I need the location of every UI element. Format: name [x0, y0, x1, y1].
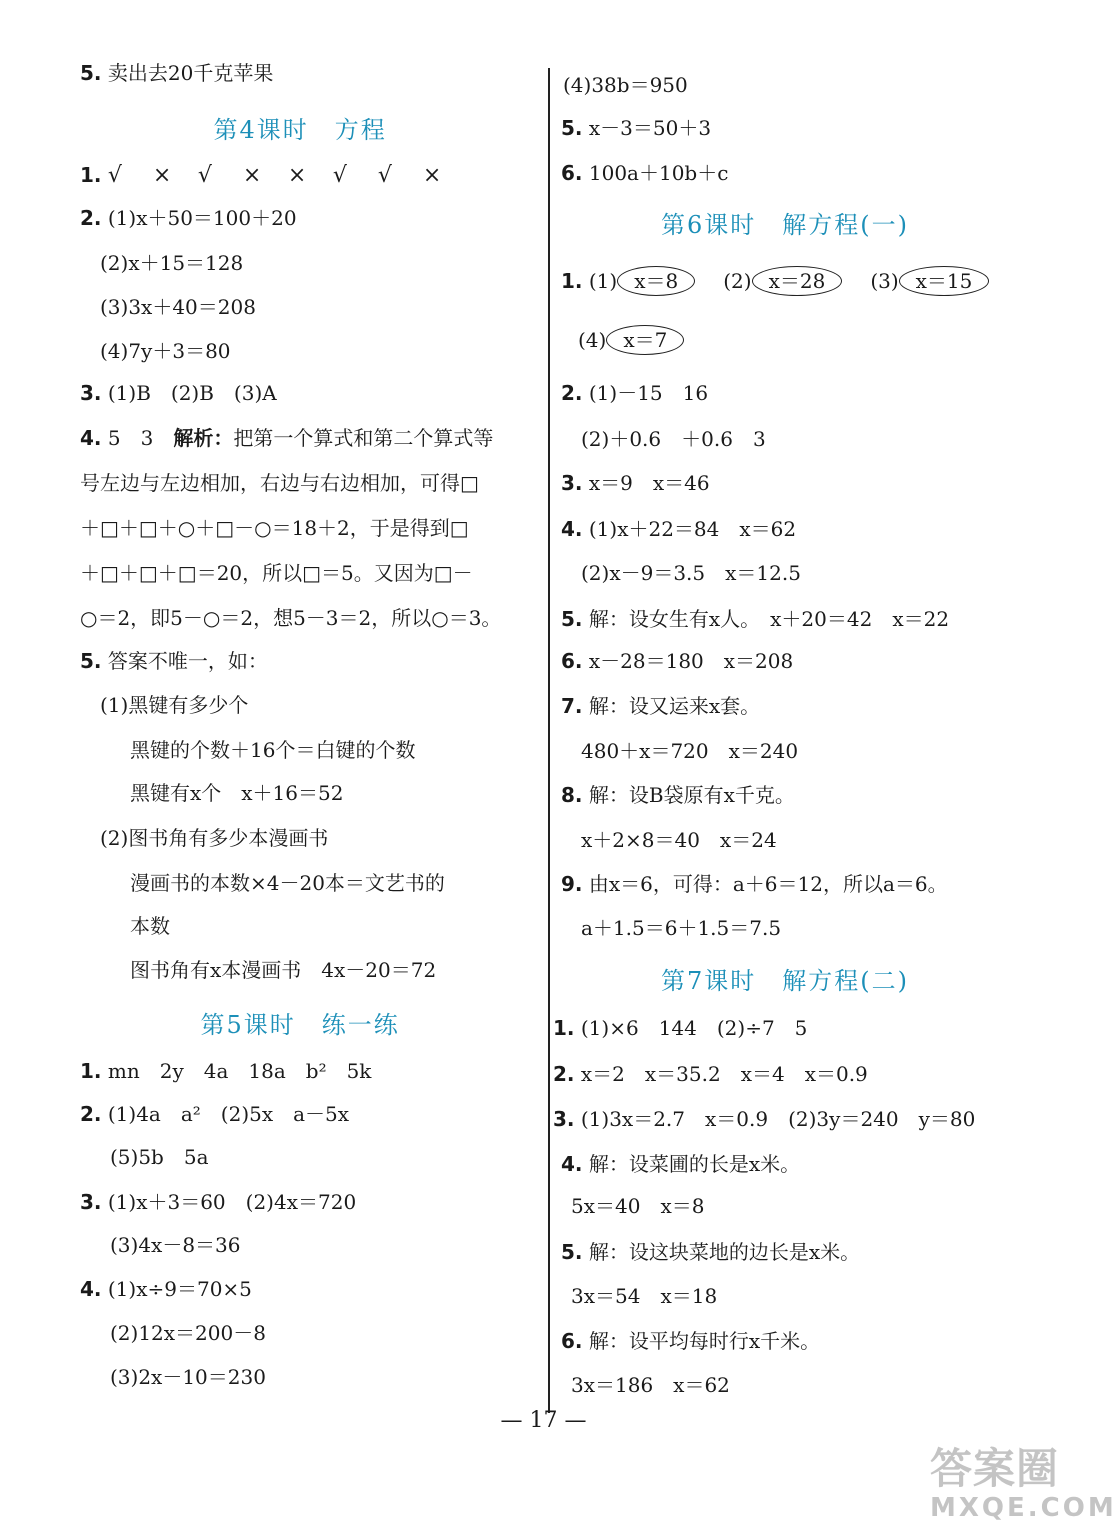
answer-line	[571, 1283, 717, 1309]
section-heading: 第7课时 解方程(二)	[661, 967, 909, 995]
line-text: 解：设这块菜地的边长是x米。	[588, 1240, 861, 1264]
line-text: (3)2x－10＝230	[110, 1365, 266, 1389]
item-number: 6.	[561, 649, 583, 673]
item-number: 4.	[80, 426, 102, 450]
answer-line	[80, 515, 530, 541]
line-text: 黑键有x个 x＋16＝52	[130, 781, 344, 805]
watermark-logo	[930, 1444, 1117, 1533]
answer-line	[100, 338, 231, 364]
answer-line	[130, 913, 170, 939]
line-text: (1)x＋22＝84 x＝62	[588, 517, 797, 541]
answer-line	[110, 1144, 209, 1170]
answer-line	[80, 162, 468, 189]
line-text: (2)＋0.6 ＋0.6 3	[581, 427, 766, 451]
line-text: 答案不唯一，如：	[107, 649, 268, 673]
item-number: 8.	[561, 783, 583, 807]
line-text: (4)38b＝950	[563, 73, 688, 97]
check-mark: √	[107, 163, 122, 188]
answer-line	[100, 294, 256, 320]
column-divider	[548, 68, 550, 1413]
answer-line	[130, 957, 436, 983]
item-number: 5.	[561, 116, 583, 140]
answer-line	[80, 380, 277, 406]
cross-mark: ×	[287, 163, 307, 188]
answer-line	[581, 738, 798, 764]
line-text: (1)4a a² (2)5x a－5x	[107, 1102, 350, 1126]
part-label: (1)	[588, 269, 618, 293]
line-text: mn 2y 4a 18a b² 5k	[107, 1059, 372, 1083]
line-text: 解：设菜圃的长是x米。	[588, 1152, 801, 1176]
line-text: (1)3x＝2.7 x＝0.9 (2)3y＝240 y＝80	[580, 1107, 976, 1131]
item-number: 9.	[561, 872, 583, 896]
answer-line	[581, 915, 781, 941]
line-text: ○＝2，即5－○＝2，想5－3＝2，所以○＝3。	[80, 606, 502, 630]
item-number: 4.	[561, 1152, 583, 1176]
watermark-site: MXQE.COM	[930, 1493, 1117, 1523]
answer-line	[100, 250, 243, 276]
line-text: (3)4x－8＝36	[110, 1233, 241, 1257]
item-number: 6.	[561, 161, 583, 185]
answer-line	[80, 1189, 356, 1215]
item-number: 6.	[561, 1329, 583, 1353]
answer-line	[110, 1364, 266, 1390]
line-text: 本数	[130, 914, 170, 938]
line-text: (3)3x＋40＝208	[100, 295, 256, 319]
answer-line	[80, 1276, 252, 1302]
item-number: 3.	[80, 381, 102, 405]
answer-line	[571, 1372, 730, 1398]
answer-line	[561, 871, 948, 897]
section-heading: 第4课时 方程	[213, 116, 387, 144]
part-label: (2)	[723, 269, 752, 293]
answer-line	[80, 1101, 349, 1127]
line-text: 解：设平均每时行x千米。	[588, 1329, 821, 1353]
item-number: 1.	[80, 163, 102, 187]
line-text: x－3＝50＋3	[588, 116, 712, 140]
answer-line	[578, 325, 712, 355]
circled-answer	[589, 269, 695, 293]
item-number: 5.	[561, 1240, 583, 1264]
line-text: (5)5b 5a	[110, 1145, 209, 1169]
line-text: 3x＝54 x＝18	[571, 1284, 718, 1308]
answer-line	[80, 470, 530, 496]
line-text: a＋1.5＝6＋1.5＝7.5	[581, 916, 782, 940]
line-text: (2)12x＝200－8	[110, 1321, 266, 1345]
answer-line	[561, 782, 795, 808]
right-column	[553, 0, 1117, 1536]
part-label: (3)	[870, 269, 899, 293]
answer-line	[80, 560, 530, 586]
check-mark: √	[377, 163, 392, 188]
item-number: 1.	[553, 1016, 575, 1040]
answer-line	[563, 72, 688, 98]
line-text: 号左边与左边相加，右边与右边相加，可得□	[80, 471, 479, 495]
item-number: 1.	[561, 269, 583, 293]
answer-line	[561, 1328, 820, 1354]
part-label: (4)	[578, 328, 607, 352]
cross-mark: ×	[152, 163, 172, 188]
answer-line	[130, 737, 415, 763]
circled-equation: x＝8	[617, 266, 695, 296]
line-text: 把第一个算式和第二个算式等	[233, 426, 494, 450]
item-number: 7.	[561, 694, 583, 718]
item-number: 2.	[80, 1102, 102, 1126]
answer-line	[581, 827, 777, 853]
line-text: (2)图书角有多少本漫画书	[100, 826, 329, 850]
line-text: 漫画书的本数×4－20本＝文艺书的	[130, 871, 445, 895]
circled-equation: x＝7	[606, 325, 684, 355]
line-text: x＋2×8＝40 x＝24	[581, 828, 777, 852]
answer-line	[553, 1061, 868, 1087]
line-text: (1)B (2)B (3)A	[107, 381, 277, 405]
watermark-logo-text: 答案圈	[930, 1444, 1060, 1493]
line-text: 3x＝186 x＝62	[571, 1373, 730, 1397]
answer-line	[561, 648, 793, 674]
analysis-label: 解析：	[173, 426, 234, 450]
line-text: (1)黑键有多少个	[100, 693, 249, 717]
line-text: 100a＋10b＋c	[588, 161, 729, 185]
item-number: 5.	[80, 61, 102, 85]
check-mark: √	[332, 163, 347, 188]
line-text: ＋□＋□＋○＋□－○＝18＋2，于是得到□	[80, 516, 469, 540]
line-text: 5 3	[107, 426, 174, 450]
line-text: 图书角有x本漫画书 4x－20＝72	[130, 958, 437, 982]
answer-line	[561, 380, 708, 406]
answer-line	[80, 60, 273, 86]
line-text: x＝2 x＝35.2 x＝4 x＝0.9	[580, 1062, 868, 1086]
answer-line	[561, 693, 760, 719]
line-text: x＝9 x＝46	[588, 471, 710, 495]
line-text: 5x＝40 x＝8	[571, 1194, 705, 1218]
line-text: 解：设女生有x人。 x＋20＝42 x＝22	[588, 607, 950, 631]
item-number: 5.	[80, 649, 102, 673]
item-number: 4.	[561, 517, 583, 541]
line-text: (1)×6 144 (2)÷7 5	[580, 1016, 808, 1040]
answer-line	[110, 1232, 241, 1258]
item-number: 3.	[80, 1190, 102, 1214]
section-heading: 第6课时 解方程(一)	[661, 211, 909, 239]
answer-line	[561, 1151, 800, 1177]
answer-line	[100, 825, 328, 851]
answer-line	[561, 470, 710, 496]
answer-line	[110, 1320, 266, 1346]
item-number: 2.	[553, 1062, 575, 1086]
answer-line	[561, 160, 728, 186]
answer-line	[571, 1193, 704, 1219]
circled-equation: x＝15	[899, 266, 990, 296]
answer-line	[80, 1058, 371, 1084]
line-text: (1)x÷9＝70×5	[107, 1277, 252, 1301]
answer-line	[553, 1015, 807, 1041]
check-mark: √	[197, 163, 212, 188]
line-text: ＋□＋□＋□＝20，所以□＝5。又因为□－	[80, 561, 473, 585]
answer-line	[561, 606, 949, 632]
line-text: (1)x＋3＝60 (2)4x＝720	[107, 1190, 357, 1214]
answer-line	[80, 425, 493, 451]
answer-line	[80, 648, 268, 674]
circled-answer	[723, 269, 842, 293]
answer-line	[561, 1239, 860, 1265]
item-number: 4.	[80, 1277, 102, 1301]
line-text: (2)x－9＝3.5 x＝12.5	[581, 561, 801, 585]
line-text: 由x＝6，可得：a＋6＝12，所以a＝6。	[588, 872, 948, 896]
answer-line	[553, 1106, 975, 1132]
cross-mark: ×	[422, 163, 442, 188]
answer-line	[581, 560, 801, 586]
line-text: x－28＝180 x＝208	[588, 649, 794, 673]
item-number: 3.	[561, 471, 583, 495]
circled-answer	[578, 328, 684, 352]
answer-line	[130, 780, 343, 806]
answer-line	[561, 115, 711, 141]
circled-equation: x＝28	[752, 266, 843, 296]
item-number: 1.	[80, 1059, 102, 1083]
line-text: 黑键的个数＋16个＝白键的个数	[130, 738, 416, 762]
answer-line	[80, 605, 530, 631]
cross-mark: ×	[242, 163, 262, 188]
answer-line	[130, 870, 445, 896]
line-text: (2)x＋15＝128	[100, 251, 244, 275]
item-number: 3.	[553, 1107, 575, 1131]
page-number: — 17 —	[500, 1408, 587, 1433]
answer-line	[80, 205, 297, 231]
circled-answer	[870, 269, 989, 293]
line-text: (4)7y＋3＝80	[100, 339, 231, 363]
line-text: 480＋x＝720 x＝240	[581, 739, 799, 763]
line-text: 解：设又运来x套。	[588, 694, 761, 718]
answer-line	[561, 266, 1017, 296]
left-column	[0, 0, 545, 1536]
answer-line	[581, 426, 766, 452]
line-text: 卖出去20千克苹果	[107, 61, 274, 85]
item-number: 5.	[561, 607, 583, 631]
line-text: (1)－15 16	[588, 381, 709, 405]
line-text: (1)x＋50＝100＋20	[107, 206, 297, 230]
item-number: 2.	[80, 206, 102, 230]
answer-line	[561, 516, 796, 542]
line-text: 解：设B袋原有x千克。	[588, 783, 795, 807]
section-heading: 第5课时 练一练	[200, 1011, 400, 1039]
item-number: 2.	[561, 381, 583, 405]
answer-line	[100, 692, 248, 718]
